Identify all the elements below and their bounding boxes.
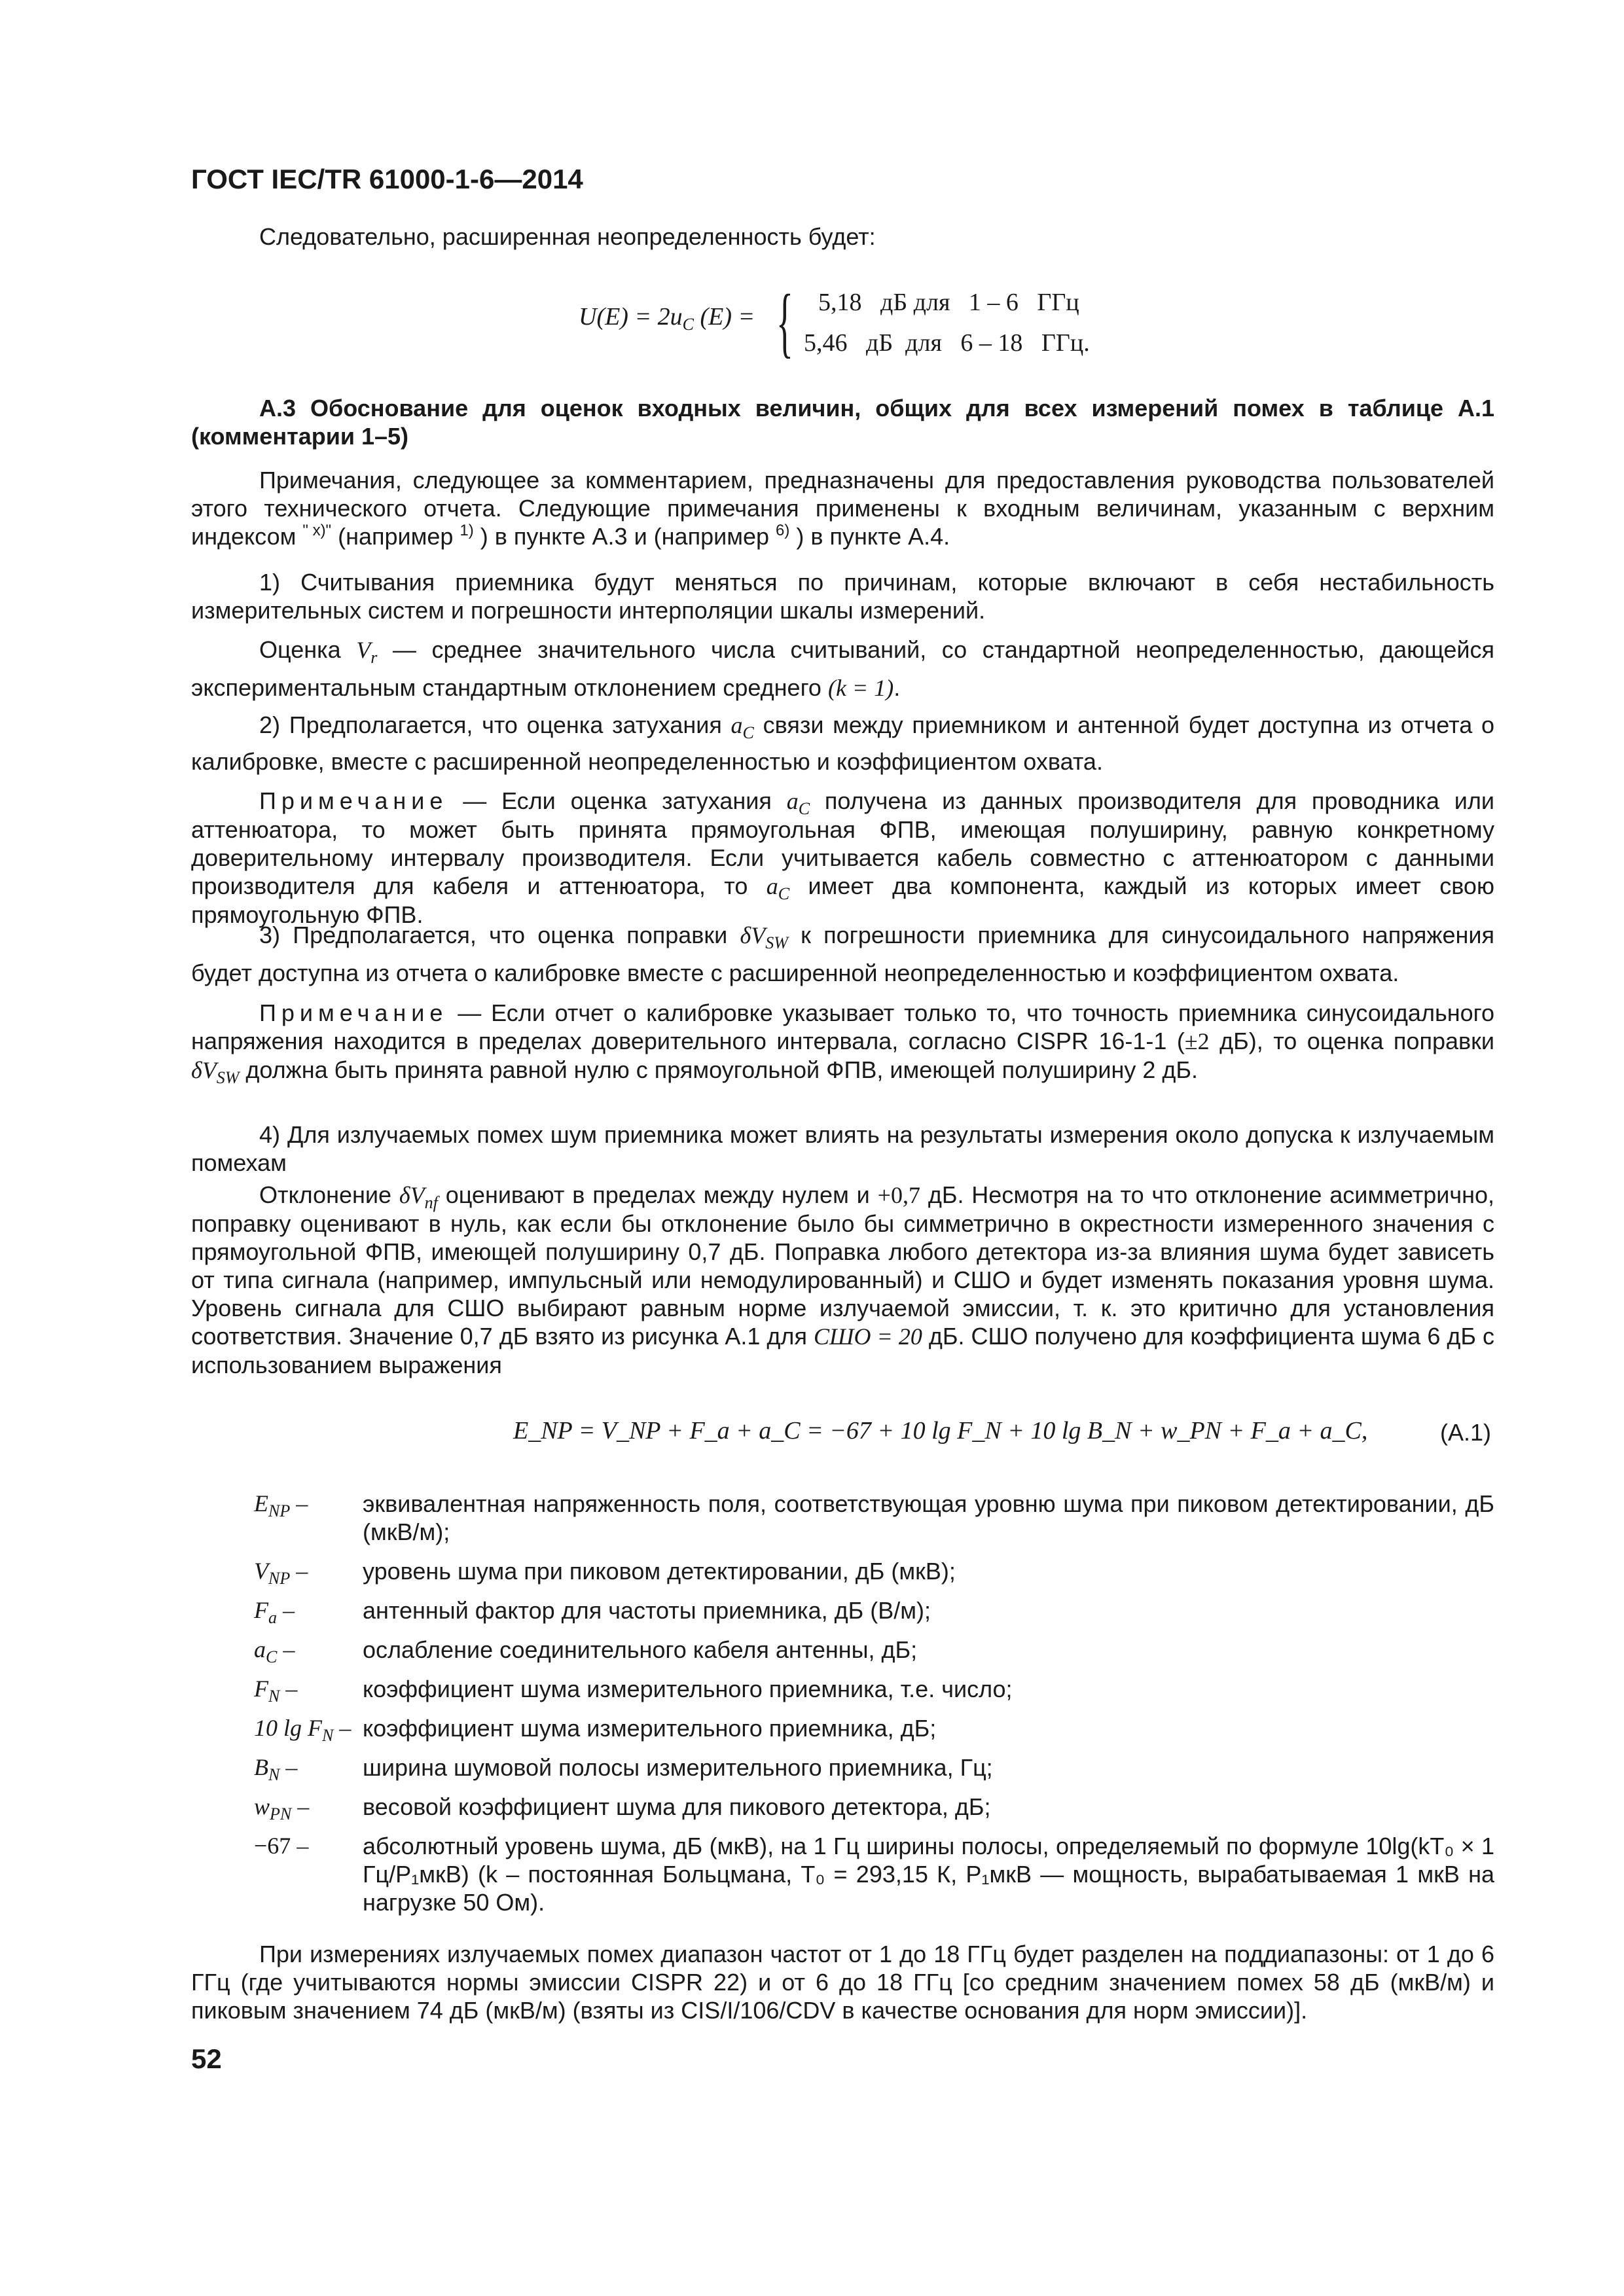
note-2 [191, 999, 1494, 1085]
note2-sub: SW [216, 1068, 240, 1087]
i4-snr: СШО = 20 [813, 1323, 922, 1350]
i4-val: +0,7 [877, 1182, 920, 1208]
note2-label: Примечание [259, 999, 448, 1026]
i4-sub: nf [424, 1193, 438, 1212]
i1-sym: V [356, 637, 371, 663]
equation-a1: E_NP = V_NP + F_a + a_C = −67 + 10 lg F_N + 10 lg B_N + w_PN + F_a + a_C, [513, 1417, 1368, 1444]
definition-row [254, 1832, 1494, 1916]
definition-text: коэффициент шума измерительного приемника, дБ; [363, 1715, 937, 1742]
note1-b: получена из данных производителя для проводника или аттенюатора, то может быть принята прямоугольная ФПВ, имеющая полуширину, равную конкретному доверительному интервалу производителя. Если учитывается кабель совместно с аттенюатором с данными производителя для кабеля и аттенюатора, то [191, 787, 1494, 899]
note1-sub: C [798, 799, 810, 818]
i2-sym: a [731, 712, 743, 738]
i2-sub: C [742, 723, 754, 742]
equation-u-row2: 5,46 дБ для 6 – 18 ГГц. [804, 329, 1090, 357]
p1-sup-6: 6) [776, 522, 790, 539]
definition-text: ширина шумовой полосы измерительного приемника, Гц; [363, 1754, 993, 1781]
p1-sup-1: 1) [460, 522, 474, 539]
definition-row [254, 1596, 1494, 1627]
p1-d: ) в пункте А.4. [796, 523, 950, 550]
definition-row [254, 1557, 1494, 1588]
definition-text: антенный фактор для частоты приемника, дБ (В/м); [363, 1597, 931, 1624]
eq-u-lhs-main: U(E) = 2u [579, 303, 683, 331]
note1-sym: a [786, 788, 799, 814]
item-2 [191, 707, 1494, 780]
definition-symbol: $V_{NP}$ – [254, 1558, 308, 1588]
definition-symbol: $F_a$ – [254, 1597, 295, 1627]
note1-sym2: a [766, 873, 778, 899]
definition-symbol: −67 – [254, 1833, 309, 1859]
note2-sym: δV [191, 1057, 217, 1083]
p1-c: ) в пункте А.3 и (например [480, 523, 769, 550]
note2-dash: — [458, 999, 482, 1026]
definition-text: весовой коэффициент шума для пикового детектора, дБ; [363, 1793, 991, 1820]
i1-end: . [893, 674, 901, 701]
i2-b: связи между приемником и антенной будет доступна из отчета о калибровке, вместе с расширенной неопределенностью и коэффициентом охвата. [191, 711, 1494, 775]
definition-text: ослабление соединительного кабеля антенны, дБ; [363, 1636, 918, 1663]
definition-row [254, 1793, 1494, 1821]
i1-b1: Оценка [259, 636, 341, 663]
p1-b: (например [338, 523, 454, 550]
note2-pm: ±2 [1184, 1028, 1210, 1054]
intro-text: Следовательно, расширенная неопределенность будет: [259, 223, 876, 250]
item-1-estimate [191, 631, 1494, 707]
i1-k: (k = 1) [827, 675, 894, 701]
i4-d: дБ. СШО получено для коэффициента шума 6 дБ с использованием выражения [191, 1323, 1494, 1378]
i3-sym: δV [740, 922, 766, 948]
i3-sub: SW [765, 933, 788, 952]
i3-b: к погрешности приемника для синусоидального напряжения будет доступна из отчета о калибровке вместе с расширенной неопределенностью и коэффициентом охвата. [191, 922, 1494, 986]
i1-sub: r [370, 648, 378, 667]
i4-c: дБ. Несмотря на то что отклонение асимметрично, поправку оценивают в нуль, как если бы отклонение было бы симметрично в окрестности измеренного значения с прямоугольной ФПВ, имеющей полуширину 0,7 дБ. Поправка любого детектора из-за влияния шума будет зависеть от типа сигнала (например, импульсный или немодулированный) и СШО и будет изменять показания уровня шума. Уровень сигнала для СШО выбирают равным норме излучаемой эмиссии, т. к. это критично для установления соответствия. Значение 0,7 дБ взято из рисунка А.1 для [191, 1181, 1494, 1350]
equation-u-row1: 5,18 дБ для 1 – 6 ГГц [818, 289, 1079, 316]
definition-symbol: 10 $\lg F_N$ – [254, 1715, 352, 1745]
note2-c: должна быть принята равной нулю с прямоугольной ФПВ, имеющей полуширину 2 дБ. [245, 1056, 1198, 1083]
definition-row [254, 1675, 1494, 1706]
note-1 [191, 787, 1494, 929]
definition-symbol: $E_{NP}$ – [254, 1490, 308, 1520]
p1-sup-x: " x)" [302, 522, 332, 539]
eq-u-lhs-sub: C [682, 315, 694, 334]
definition-row [254, 1490, 1494, 1546]
equation-brace: { [776, 278, 793, 365]
note1-label: Примечание [259, 787, 448, 814]
definition-row [254, 1714, 1494, 1745]
i3-a: 3) Предполагается, что оценка поправки [259, 922, 728, 948]
definition-text: абсолютный уровень шума, дБ (мкВ), на 1 Гц ширины полосы, определяемый по формуле 10lg(kT₀ × 1 Гц/P₁мкВ) (k – постоянная Больцмана, T₀ = 293,15 К, P₁мкВ — мощность, вырабатываемая 1 мкВ на нагрузке 50 Ом). [363, 1833, 1494, 1916]
definition-row [254, 1753, 1494, 1782]
equation-a1-number: (А.1) [1440, 1419, 1492, 1446]
definition-symbol: $w_{PN}$ – [254, 1793, 310, 1823]
item-1: 1) Считывания приемника будут меняться по причинам, которые включают в себя нестабильность измерительных систем и погрешности интерполяции шкалы измерений. [191, 569, 1494, 624]
item-4: 4) Для излучаемых помех шум приемника может влиять на результаты измерения около допуска к излучаемым помехам [191, 1121, 1494, 1176]
eq-u-lhs-end: (E) = [700, 303, 755, 331]
definition-symbol: $B_N$ – [254, 1754, 298, 1784]
paragraph-notes-intro [191, 466, 1494, 550]
section-heading: А.3 Обоснование для оценок входных величин, общих для всех измерений помех в таблице А.1 (комментарии 1–5) [191, 395, 1494, 450]
note2-b: дБ), то оценка поправки [1219, 1028, 1494, 1054]
i4-sym: δV [399, 1182, 425, 1208]
definition-text: эквивалентная напряженность поля, соответствующая уровню шума при пиковом детектировании, дБ (мкВ/м); [363, 1490, 1494, 1545]
i4-b: оценивают в пределах между нулем и [445, 1181, 870, 1208]
p1-a: Примечания, следующее за комментарием, предназначены для предоставления руководства пользователей этого технического отчета. Следующие примечания применены к входным величинам, указанным с верхним индексом [191, 467, 1494, 550]
note1-a: Если оценка затухания [501, 787, 772, 814]
equation-u-lhs [579, 302, 755, 334]
item-3 [191, 916, 1494, 992]
note1-sub2: C [778, 884, 790, 903]
definition-text: коэффициент шума измерительного приемника, т.е. число; [363, 1676, 1013, 1702]
definition-symbol: $a_C$ – [254, 1636, 295, 1666]
note1-dash: — [463, 787, 487, 814]
page-number: 52 [191, 2043, 222, 2074]
document-header: ГОСТ IEC/TR 61000-1-6—2014 [191, 164, 583, 194]
definition-text: уровень шума при пиковом детектировании, дБ (мкВ); [363, 1558, 956, 1585]
definitions-list [254, 1490, 1494, 1928]
closing-paragraph: При измерениях излучаемых помех диапазон частот от 1 до 18 ГГц будет разделен на поддиапазоны: от 1 до 6 ГГц (где учитываются нормы эмиссии CISPR 22) и от 6 до 18 ГГц [со средним значением помех 58 дБ (мкВ/м) и пиковым значением 74 дБ (мкВ/м) (взяты из CIS/I/106/CDV в качестве основания для норм эмиссии)]. [191, 1941, 1494, 2024]
item-4-deviation [191, 1181, 1494, 1379]
note1-c: имеет два компонента, каждый из которых имеет свою прямоугольную ФПВ. [191, 872, 1494, 928]
i4-a: Отклонение [259, 1181, 391, 1208]
i1-b2: — среднее значительного числа считываний, со стандартной неопределенностью, дающейся экспериментальным стандартным отклонением среднего [191, 636, 1494, 701]
i2-a: 2) Предполагается, что оценка затухания [259, 711, 722, 738]
definition-row [254, 1636, 1494, 1664]
note2-a: Если отчет о калибровке указывает только то, что точность приемника синусоидального напряжения находится в пределах доверительного интервала, согласно CISPR 16-1-1 ( [191, 999, 1494, 1054]
definition-symbol: $F_N$ – [254, 1676, 298, 1706]
